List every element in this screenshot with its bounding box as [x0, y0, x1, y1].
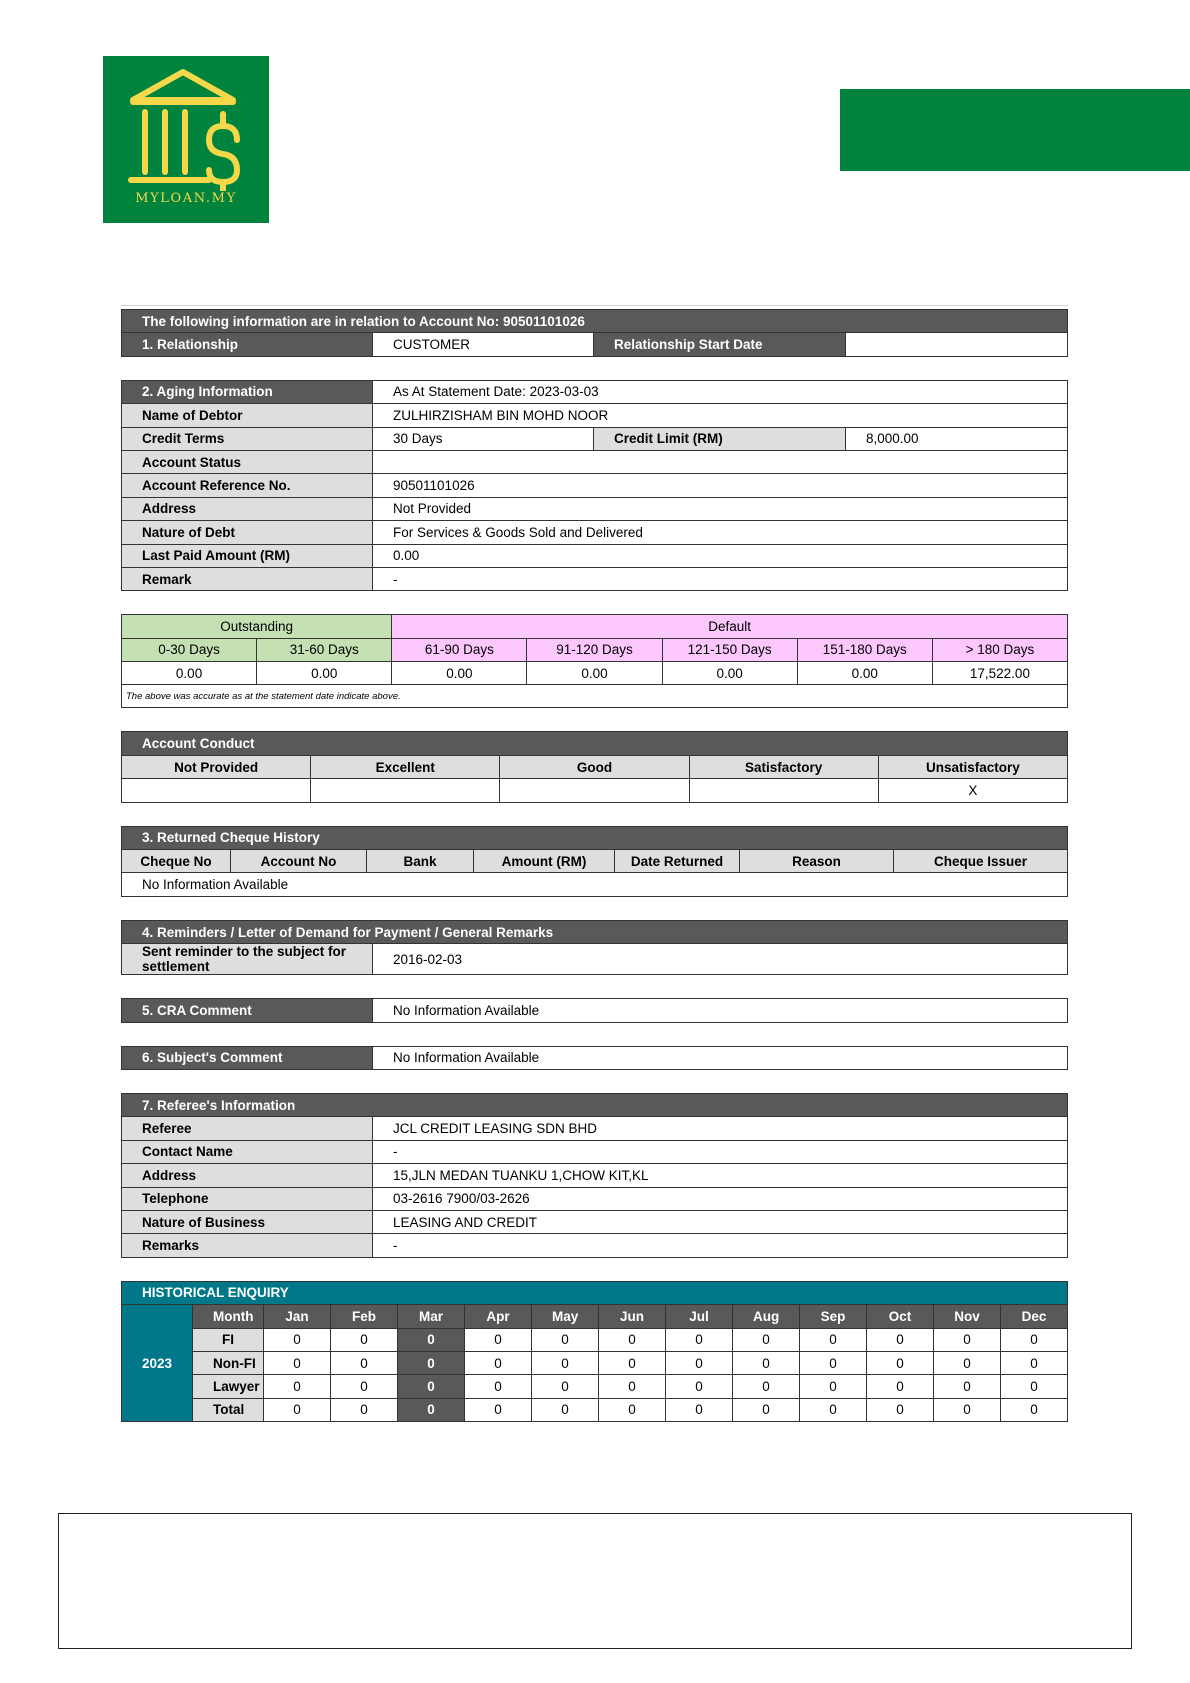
credit-terms-label: Credit Terms	[122, 427, 373, 450]
month-header-dec: Dec	[1001, 1305, 1068, 1328]
credit-limit-label: Credit Limit (RM)	[594, 427, 846, 450]
header-banner	[840, 89, 1190, 171]
account-status-value	[373, 450, 1068, 473]
conduct-column: Good	[500, 755, 689, 778]
enquiry-row-label: Non-FI	[193, 1351, 264, 1374]
default-header: Default	[392, 615, 1068, 638]
reminder-value: 2016-02-03	[373, 944, 1068, 975]
month-header-jun: Jun	[599, 1305, 666, 1328]
enquiry-count-jan: 0	[264, 1375, 331, 1398]
enquiry-count-jun: 0	[599, 1328, 666, 1351]
enquiry-row-label: Total	[193, 1398, 264, 1421]
last-paid-label: Last Paid Amount (RM)	[122, 544, 373, 567]
subject-value: No Information Available	[373, 1046, 1068, 1069]
subject-table	[121, 1046, 1068, 1070]
historical-enquiry-table	[121, 1281, 1068, 1422]
enquiry-count-apr: 0	[465, 1351, 532, 1374]
bucket-value: 0.00	[527, 662, 662, 685]
subject-label: 6. Subject's Comment	[122, 1046, 373, 1069]
conduct-title: Account Conduct	[122, 732, 1068, 755]
enquiry-count-sep: 0	[800, 1328, 867, 1351]
enquiry-count-nov: 0	[934, 1375, 1001, 1398]
cra-value: No Information Available	[373, 999, 1068, 1022]
remark-value: -	[373, 567, 1068, 590]
bucket-value: 0.00	[392, 662, 527, 685]
referee-address-label: Address	[122, 1164, 373, 1187]
account-status-label: Account Status	[122, 450, 373, 473]
month-header-aug: Aug	[733, 1305, 800, 1328]
month-header-oct: Oct	[867, 1305, 934, 1328]
month-header-sep: Sep	[800, 1305, 867, 1328]
address-value: Not Provided	[373, 497, 1068, 520]
enquiry-count-nov: 0	[934, 1351, 1001, 1374]
enquiry-count-aug: 0	[733, 1375, 800, 1398]
bucket-value: 0.00	[662, 662, 797, 685]
conduct-column: Excellent	[311, 755, 500, 778]
enquiry-count-dec: 0	[1001, 1328, 1068, 1351]
account-ref-label: Account Reference No.	[122, 474, 373, 497]
conduct-column: Not Provided	[122, 755, 311, 778]
enquiry-count-may: 0	[532, 1375, 599, 1398]
bucket-value: 0.00	[257, 662, 392, 685]
enquiry-count-apr: 0	[465, 1328, 532, 1351]
historical-year: 2023	[122, 1305, 193, 1422]
cheque-column: Reason	[740, 850, 894, 873]
referee-title: 7. Referee's Information	[122, 1093, 1068, 1116]
conduct-mark	[500, 779, 689, 802]
relationship-start-value	[846, 333, 1068, 356]
myloan-logo	[103, 56, 269, 223]
month-header-feb: Feb	[331, 1305, 398, 1328]
enquiry-count-apr: 0	[465, 1398, 532, 1421]
enquiry-count-dec: 0	[1001, 1351, 1068, 1374]
enquiry-count-oct: 0	[867, 1398, 934, 1421]
cheque-column: Account No	[231, 850, 367, 873]
enquiry-count-mar: 0	[398, 1398, 465, 1421]
enquiry-count-jul: 0	[666, 1351, 733, 1374]
cra-table	[121, 998, 1068, 1022]
enquiry-row-label: FI	[193, 1328, 264, 1351]
credit-limit-value: 8,000.00	[846, 427, 1068, 450]
historical-title: HISTORICAL ENQUIRY	[122, 1281, 1068, 1304]
enquiry-count-jun: 0	[599, 1375, 666, 1398]
cheque-column: Bank	[367, 850, 474, 873]
month-header-jul: Jul	[666, 1305, 733, 1328]
month-header-nov: Nov	[934, 1305, 1001, 1328]
referee-remarks-value: -	[373, 1234, 1068, 1257]
enquiry-count-sep: 0	[800, 1398, 867, 1421]
conduct-mark	[122, 779, 311, 802]
bucket-header: 121-150 Days	[662, 638, 797, 661]
contact-name-label: Contact Name	[122, 1140, 373, 1163]
enquiry-count-feb: 0	[331, 1375, 398, 1398]
enquiry-count-jul: 0	[666, 1375, 733, 1398]
nature-of-debt-label: Nature of Debt	[122, 521, 373, 544]
enquiry-count-may: 0	[532, 1398, 599, 1421]
debtor-label: Name of Debtor	[122, 404, 373, 427]
enquiry-count-may: 0	[532, 1328, 599, 1351]
enquiry-count-aug: 0	[733, 1351, 800, 1374]
enquiry-count-feb: 0	[331, 1351, 398, 1374]
month-label: Month	[193, 1305, 264, 1328]
nature-of-business-label: Nature of Business	[122, 1210, 373, 1233]
relationship-start-label: Relationship Start Date	[594, 333, 846, 356]
enquiry-count-jul: 0	[666, 1328, 733, 1351]
accuracy-note: The above was accurate as at the statement date indicate above.	[122, 685, 1068, 708]
contact-name-value: -	[373, 1140, 1068, 1163]
outstanding-table	[121, 614, 1068, 708]
aging-title: 2. Aging Information	[122, 380, 373, 403]
bucket-header: 61-90 Days	[392, 638, 527, 661]
enquiry-count-jun: 0	[599, 1351, 666, 1374]
bucket-value: 0.00	[122, 662, 257, 685]
remark-label: Remark	[122, 567, 373, 590]
enquiry-count-mar: 0	[398, 1351, 465, 1374]
enquiry-count-aug: 0	[733, 1398, 800, 1421]
enquiry-count-dec: 0	[1001, 1398, 1068, 1421]
enquiry-count-sep: 0	[800, 1351, 867, 1374]
footer-box	[58, 1513, 1132, 1649]
account-ref-value: 90501101026	[373, 474, 1068, 497]
enquiry-count-aug: 0	[733, 1328, 800, 1351]
conduct-mark: X	[878, 779, 1067, 802]
bucket-header: 31-60 Days	[257, 638, 392, 661]
enquiry-count-jan: 0	[264, 1328, 331, 1351]
reminder-label: Sent reminder to the subject for settlement	[122, 944, 373, 975]
relationship-label: 1. Relationship	[122, 333, 373, 356]
referee-value: JCL CREDIT LEASING SDN BHD	[373, 1117, 1068, 1140]
referee-remarks-label: Remarks	[122, 1234, 373, 1257]
referee-label: Referee	[122, 1117, 373, 1140]
enquiry-count-dec: 0	[1001, 1375, 1068, 1398]
enquiry-count-jun: 0	[599, 1398, 666, 1421]
conduct-mark	[689, 779, 878, 802]
cheque-column: Amount (RM)	[474, 850, 615, 873]
enquiry-count-jan: 0	[264, 1398, 331, 1421]
referee-table	[121, 1093, 1068, 1258]
referee-address-value: 15,JLN MEDAN TUANKU 1,CHOW KIT,KL	[373, 1164, 1068, 1187]
credit-terms-value: 30 Days	[373, 427, 594, 450]
cheque-column: Cheque No	[122, 850, 231, 873]
cheque-empty: No Information Available	[122, 873, 1068, 896]
enquiry-row-label: Lawyer	[193, 1375, 264, 1398]
cheque-title: 3. Returned Cheque History	[122, 826, 1068, 849]
debtor-value: ZULHIRZISHAM BIN MOHD NOOR	[373, 404, 1068, 427]
enquiry-count-feb: 0	[331, 1328, 398, 1351]
month-header-apr: Apr	[465, 1305, 532, 1328]
last-paid-value: 0.00	[373, 544, 1068, 567]
cheque-table	[121, 826, 1068, 897]
credit-report	[121, 300, 1068, 1422]
aging-table	[121, 380, 1068, 592]
bucket-header: 0-30 Days	[122, 638, 257, 661]
month-header-mar: Mar	[398, 1305, 465, 1328]
bucket-value: 0.00	[797, 662, 932, 685]
enquiry-count-oct: 0	[867, 1328, 934, 1351]
enquiry-count-oct: 0	[867, 1375, 934, 1398]
outstanding-header: Outstanding	[122, 615, 392, 638]
enquiry-count-apr: 0	[465, 1375, 532, 1398]
cra-label: 5. CRA Comment	[122, 999, 373, 1022]
nature-of-debt-value: For Services & Goods Sold and Delivered	[373, 521, 1068, 544]
statement-date: As At Statement Date: 2023-03-03	[373, 380, 1068, 403]
conduct-column: Unsatisfactory	[878, 755, 1067, 778]
relationship-value: CUSTOMER	[373, 333, 594, 356]
enquiry-count-mar: 0	[398, 1328, 465, 1351]
enquiry-count-jan: 0	[264, 1351, 331, 1374]
conduct-mark	[311, 779, 500, 802]
enquiry-count-nov: 0	[934, 1328, 1001, 1351]
bucket-header: 91-120 Days	[527, 638, 662, 661]
telephone-label: Telephone	[122, 1187, 373, 1210]
account-header: The following information are in relation to Account No: 90501101026	[122, 310, 1068, 333]
bank-dollar-icon	[125, 66, 247, 191]
nature-of-business-value: LEASING AND CREDIT	[373, 1210, 1068, 1233]
telephone-value: 03-2616 7900/03-2626	[373, 1187, 1068, 1210]
enquiry-count-mar: 0	[398, 1375, 465, 1398]
bucket-value: 17,522.00	[932, 662, 1067, 685]
reminders-title: 4. Reminders / Letter of Demand for Payment / General Remarks	[122, 920, 1068, 943]
enquiry-count-oct: 0	[867, 1351, 934, 1374]
bucket-header: > 180 Days	[932, 638, 1067, 661]
cheque-column: Date Returned	[615, 850, 740, 873]
cheque-column: Cheque Issuer	[894, 850, 1068, 873]
enquiry-count-sep: 0	[800, 1375, 867, 1398]
enquiry-count-may: 0	[532, 1351, 599, 1374]
conduct-column: Satisfactory	[689, 755, 878, 778]
logo-text: MYLOAN.MY	[135, 191, 237, 206]
relationship-table	[121, 309, 1068, 357]
address-label: Address	[122, 497, 373, 520]
enquiry-count-jul: 0	[666, 1398, 733, 1421]
conduct-table	[121, 731, 1068, 802]
reminders-table	[121, 920, 1068, 975]
enquiry-count-feb: 0	[331, 1398, 398, 1421]
month-header-jan: Jan	[264, 1305, 331, 1328]
month-header-may: May	[532, 1305, 599, 1328]
enquiry-count-nov: 0	[934, 1398, 1001, 1421]
bucket-header: 151-180 Days	[797, 638, 932, 661]
